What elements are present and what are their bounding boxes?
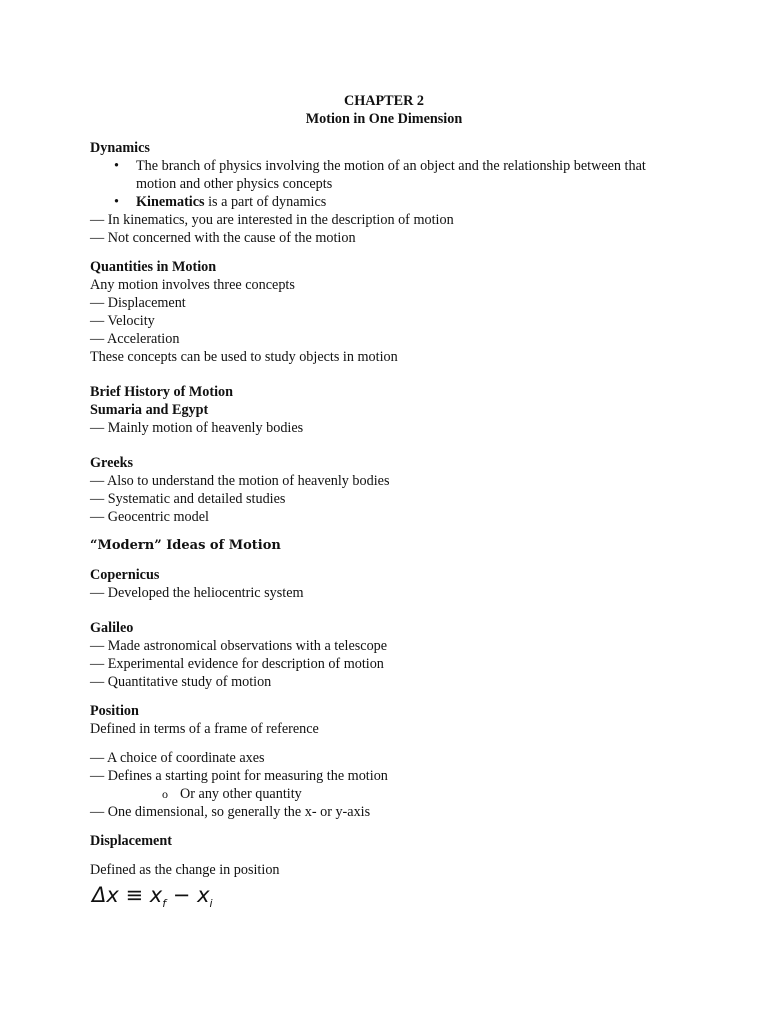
greeks-item-3: — Geocentric model [90, 509, 209, 525]
quantities-outro: These concepts can be used to study objects in motion [90, 349, 398, 365]
greeks-heading: Greeks [90, 455, 134, 471]
galileo-item-3: — Quantitative study of motion [90, 674, 272, 690]
dynamics-bullet-1 [90, 157, 690, 193]
dynamics-heading: Dynamics [90, 140, 150, 156]
dynamics-line-1: — In kinematics, you are interested in the description of motion [90, 212, 454, 228]
formula-delta-x: Δx [92, 883, 119, 907]
quantities-heading: Quantities in Motion [90, 259, 217, 275]
dynamics-line-2: — Not concerned with the cause of the motion [90, 230, 356, 246]
galileo-item-2: — Experimental evidence for description of motion [90, 656, 384, 672]
dynamics-bullet-1-line-2: motion and other physics concepts [136, 176, 333, 192]
dynamics-bullet-2 [90, 193, 690, 211]
bullet-icon: • [114, 158, 119, 174]
sub-bullet-icon: o [162, 787, 168, 801]
galileo-item-1: — Made astronomical observations with a telescope [90, 638, 388, 654]
galileo-heading: Galileo [90, 620, 134, 636]
kinematics-term: Kinematics [136, 194, 205, 210]
formula-sub-f: f [162, 897, 167, 911]
formula-x-final: x [149, 883, 163, 907]
quantities-item-acceleration: — Acceleration [90, 331, 180, 347]
quantities-item-velocity: — Velocity [90, 313, 155, 329]
dynamics-bullet-2-rest: is a part of dynamics [204, 194, 327, 210]
copernicus-line: — Developed the heliocentric system [90, 585, 304, 601]
position-line-1: — A choice of coordinate axes [90, 750, 265, 766]
greeks-item-1: — Also to understand the motion of heavenly bodies [90, 473, 390, 489]
quantities-item-displacement: — Displacement [90, 295, 186, 311]
position-heading: Position [90, 703, 139, 719]
dynamics-bullet-1-line-1: The branch of physics involving the motion of an object and the relationship between that [136, 158, 646, 174]
displacement-formula [90, 881, 690, 918]
chapter-title: Motion in One Dimension [305, 111, 463, 127]
displacement-intro: Defined as the change in position [90, 862, 280, 878]
modern-ideas-heading: “Modern” Ideas of Motion [90, 538, 281, 553]
copernicus-heading: Copernicus [90, 567, 160, 583]
displacement-heading: Displacement [90, 833, 172, 849]
formula-minus: − [172, 883, 191, 907]
bullet-icon: • [114, 194, 119, 210]
position-line-3: — One dimensional, so generally the x- or y-axis [90, 804, 371, 820]
history-heading: Brief History of Motion [90, 384, 234, 400]
formula-equiv: ≡ [125, 883, 144, 907]
quantities-intro: Any motion involves three concepts [90, 277, 295, 293]
sumaria-egypt-heading: Sumaria and Egypt [90, 402, 209, 418]
position-sub-bullet-text: Or any other quantity [180, 786, 302, 802]
greeks-item-2: — Systematic and detailed studies [90, 491, 286, 507]
document-page [90, 92, 690, 918]
dynamics-bullets [90, 157, 690, 211]
history-line: — Mainly motion of heavenly bodies [90, 420, 304, 436]
formula-sub-i: i [209, 897, 213, 911]
formula-x-initial: x [197, 883, 210, 907]
position-sub-bullet [90, 785, 690, 803]
chapter-number: CHAPTER 2 [343, 93, 424, 109]
position-intro: Defined in terms of a frame of reference [90, 721, 319, 737]
position-line-2: — Defines a starting point for measuring the motion [90, 768, 388, 784]
